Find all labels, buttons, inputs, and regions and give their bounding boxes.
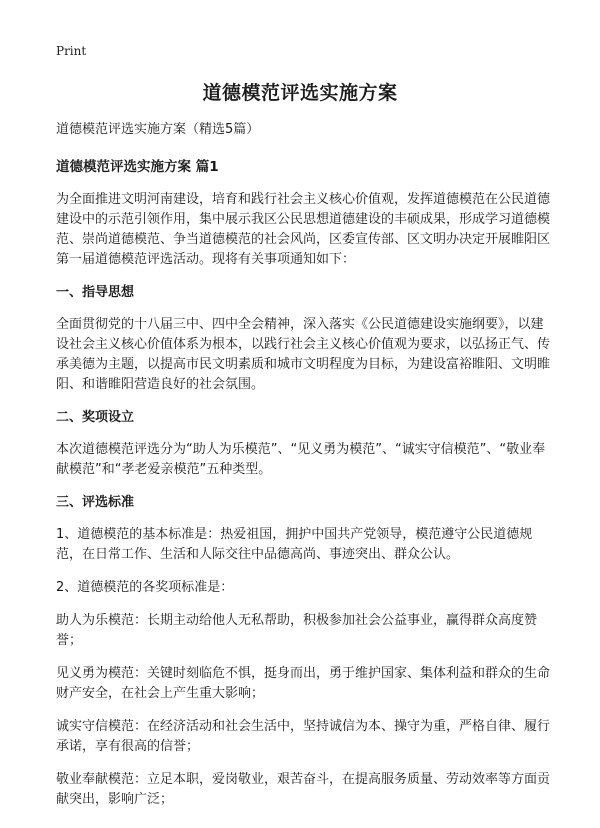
heading-criteria: 三、评选标准: [56, 495, 135, 510]
heading-awards: 二、奖项设立: [56, 410, 135, 425]
criteria-awards-paragraph: 2、道德模范的各奖项标准是：: [56, 580, 234, 595]
document-subtitle: 道德模范评选实施方案（精选5篇）: [56, 122, 260, 137]
page-title: 道德模范评选实施方案: [202, 82, 398, 104]
intro-paragraph: 为全面推进文明河南建设，培育和践行社会主义核心价值观，发挥道德模范在公民道德建设中的示范引领作用，集中展示我区公民思想道德建设的丰硕成果，形成学习道德模范、崇尚道德模范、争当道德模范的社会风尚，区委宣传部、区文明办决定开展睢阳区第一届道德模范评选活动。现将有关事项通知如下：: [56, 192, 551, 267]
honest-model-paragraph: 诚实守信模范：在经济活动和社会生活中，坚持诚信为本、操守为重，严格自律、履行承诺，享有很高的信誉；: [56, 719, 551, 754]
awards-paragraph: 本次道德模范评选分为“助人为乐模范”、“见义勇为模范”、“诚实守信模范”、“敬业奉献模范”和“孝老爱亲模范”五种类型。: [56, 442, 546, 477]
heading-guiding-ideology: 一、指导思想: [56, 285, 135, 300]
document-body: [56, 120, 552, 823]
guiding-paragraph: 全面贯彻党的十八届三中、四中全会精神，深入落实《公民道德建设实施纲要》，以建设社会主义核心价值体系为根本，以践行社会主义核心价值观为要求，以弘扬正气、传承美德为主题，以提高市民文明素质和城市文明程度为目标，为建设富裕睢阳、文明睢阳、和谐睢阳营造良好的社会氛围。: [56, 317, 551, 392]
criteria-basic-paragraph: 1、道德模范的基本标准是：热爱祖国，拥护中国共产党领导，模范遵守公民道德规范，在日常工作、生活和人际交往中品德高尚、事迹突出、群众公认。: [56, 527, 533, 562]
dedicated-model-paragraph: 敬业奉献模范：立足本职，爱岗敬业，艰苦奋斗，在提高服务质量、劳动效率等方面贡献突出，影响广泛；: [56, 772, 551, 807]
section-title: 道德模范评选实施方案 篇1: [56, 159, 219, 175]
brave-model-paragraph: 见义勇为模范：关键时刻临危不惧，挺身而出，勇于维护国家、集体利益和群众的生命财产安全，在社会上产生重大影响；: [56, 666, 551, 701]
helpful-model-paragraph: 助人为乐模范：长期主动给他人无私帮助，积极参加社会公益事业，赢得群众高度赞誉；: [56, 613, 538, 648]
print-link[interactable]: Print: [56, 44, 87, 58]
